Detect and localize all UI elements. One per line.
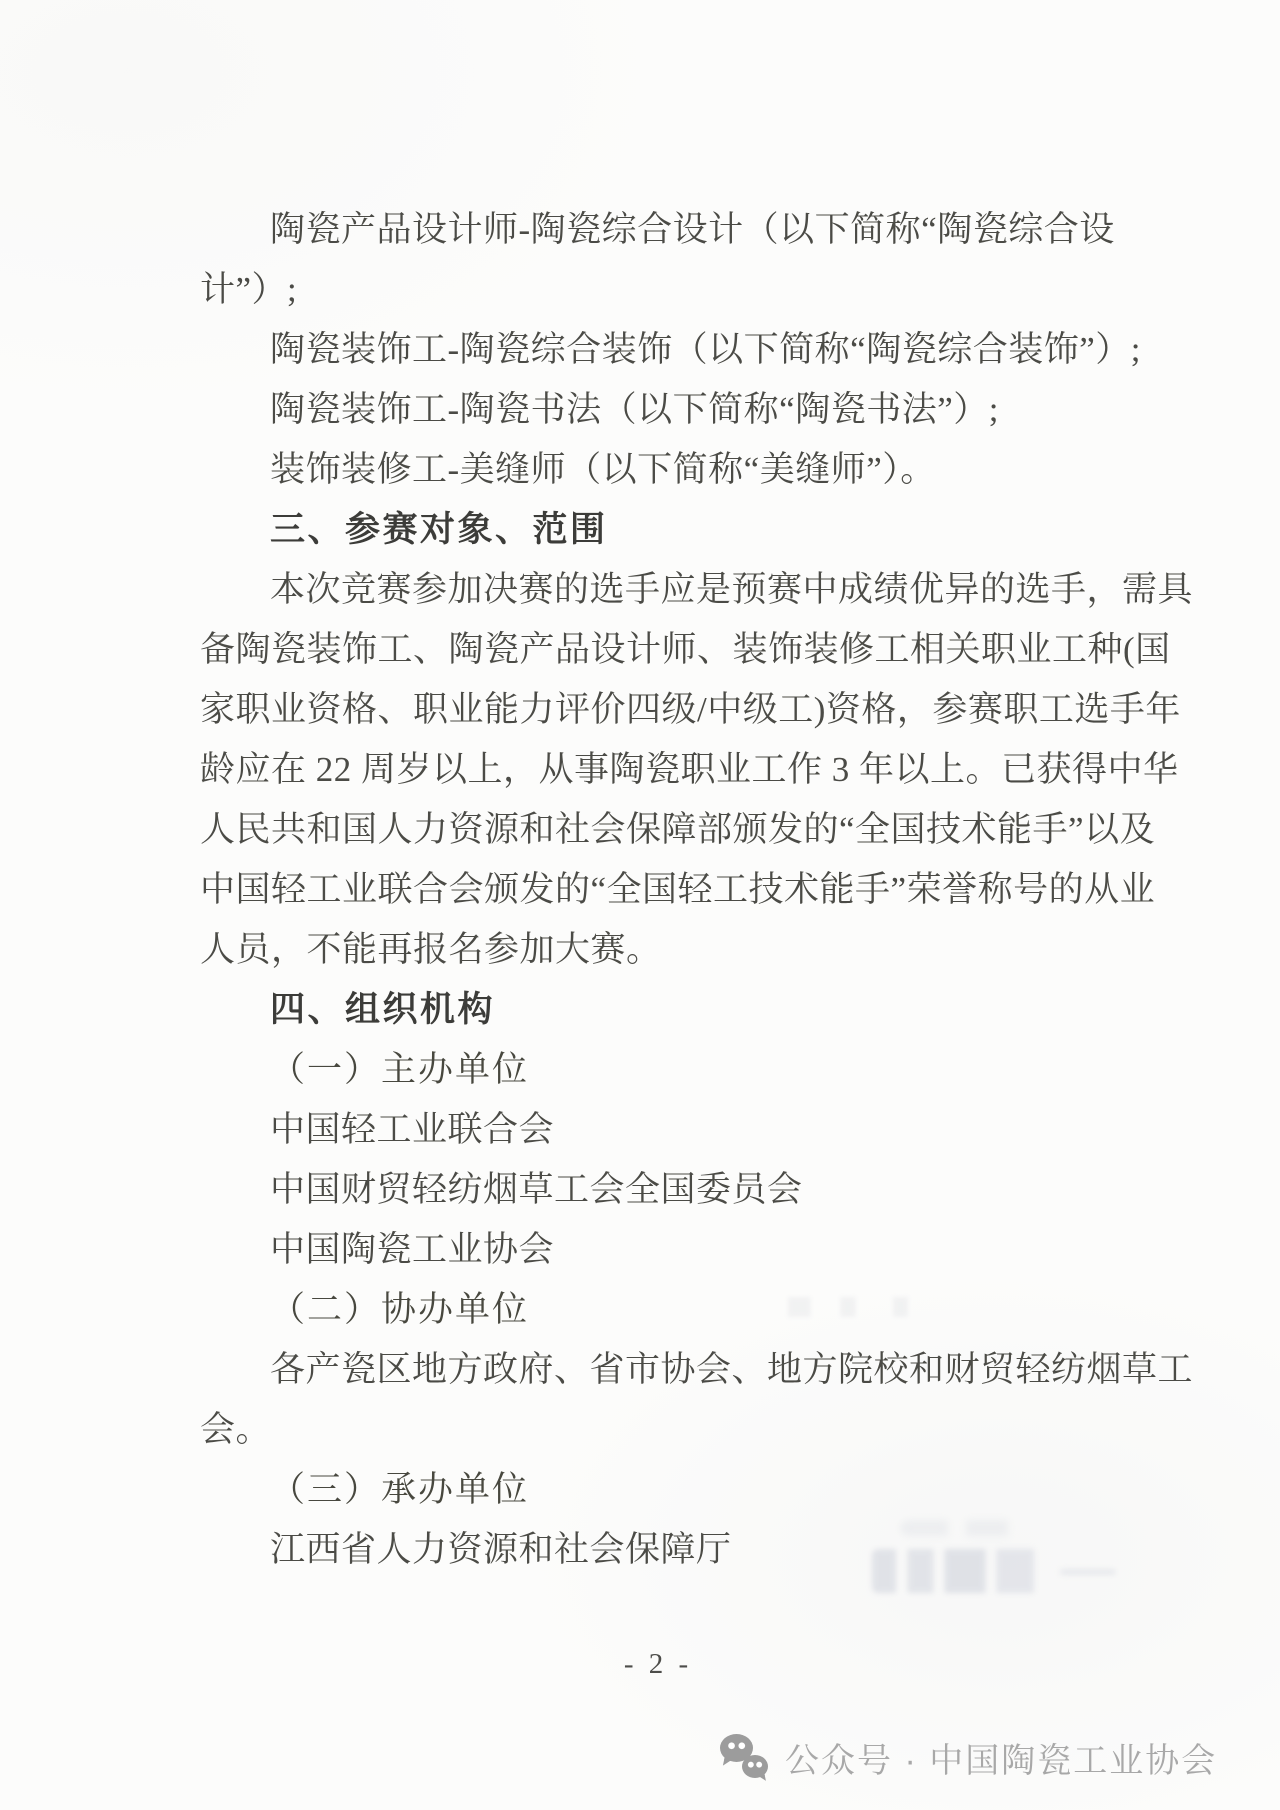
org-china-light-industry-federation: 中国轻工业联合会: [270, 1110, 555, 1149]
scan-speck-artifact: [788, 1297, 938, 1317]
org-china-finance-trade-union: 中国财贸轻纺烟草工会全国委员会: [270, 1170, 803, 1209]
scan-ghost-artifact: [872, 1549, 1058, 1593]
list-item-ceramic-calligraphy: 陶瓷装饰工-陶瓷书法（以下简称“陶瓷书法”）;: [270, 390, 999, 429]
paragraph-co-organizers-line2: 会。: [200, 1410, 272, 1449]
list-item-seam-beautician: 装饰装修工-美缝师（以下简称“美缝师”）。: [270, 450, 936, 489]
wechat-watermark: [720, 1733, 1217, 1781]
paragraph-participants-line5: 人民共和国人力资源和社会保障部颁发的“全国技术能手”以及: [200, 810, 1156, 849]
paragraph-co-organizers-line1: 各产瓷区地方政府、省市协会、地方院校和财贸轻纺烟草工: [270, 1350, 1194, 1389]
list-item-ceramic-design-line1: 陶瓷产品设计师-陶瓷综合设计（以下简称“陶瓷综合设: [270, 210, 1115, 249]
subheading-undertaker: （三）承办单位: [270, 1470, 530, 1509]
subheading-host-units: （一）主办单位: [270, 1050, 530, 1089]
paragraph-participants-line2: 备陶瓷装饰工、陶瓷产品设计师、装饰装修工相关职业工种(国: [200, 630, 1171, 669]
paragraph-participants-line7: 人员，不能再报名参加大赛。: [200, 930, 662, 969]
page-number: - 2 -: [623, 1648, 693, 1680]
list-item-ceramic-decoration: 陶瓷装饰工-陶瓷综合装饰（以下简称“陶瓷综合装饰”）;: [270, 330, 1141, 369]
paragraph-participants-line6: 中国轻工业联合会颁发的“全国轻工技术能手”荣誉称号的从业: [200, 870, 1156, 909]
section-heading-organization: 四、组织机构: [270, 990, 496, 1029]
list-item-ceramic-design-line2: 计”）;: [200, 270, 298, 309]
wechat-bubble-small: [742, 1755, 768, 1778]
org-china-ceramic-industry-association: 中国陶瓷工业协会: [270, 1230, 555, 1269]
document-body: [200, 200, 1194, 1580]
paragraph-participants-line3: 家职业资格、职业能力评价四级/中级工)资格，参赛职工选手年: [200, 690, 1181, 729]
scan-ghost-artifact-top: [900, 1520, 1020, 1536]
org-jiangxi-hr-social-security: 江西省人力资源和社会保障厅: [270, 1530, 732, 1569]
subheading-co-organizers: （二）协办单位: [270, 1290, 530, 1329]
watermark-text: 公众号 · 中国陶瓷工业协会: [785, 1741, 1218, 1780]
wechat-icon: [720, 1734, 770, 1780]
paragraph-participants-line4: 龄应在 22 周岁以上，从事陶瓷职业工作 3 年以上。已获得中华: [200, 750, 1179, 789]
section-heading-participants: 三、参赛对象、范围: [270, 510, 608, 549]
paragraph-participants-line1: 本次竞赛参加决赛的选手应是预赛中成绩优异的选手，需具: [270, 570, 1194, 609]
